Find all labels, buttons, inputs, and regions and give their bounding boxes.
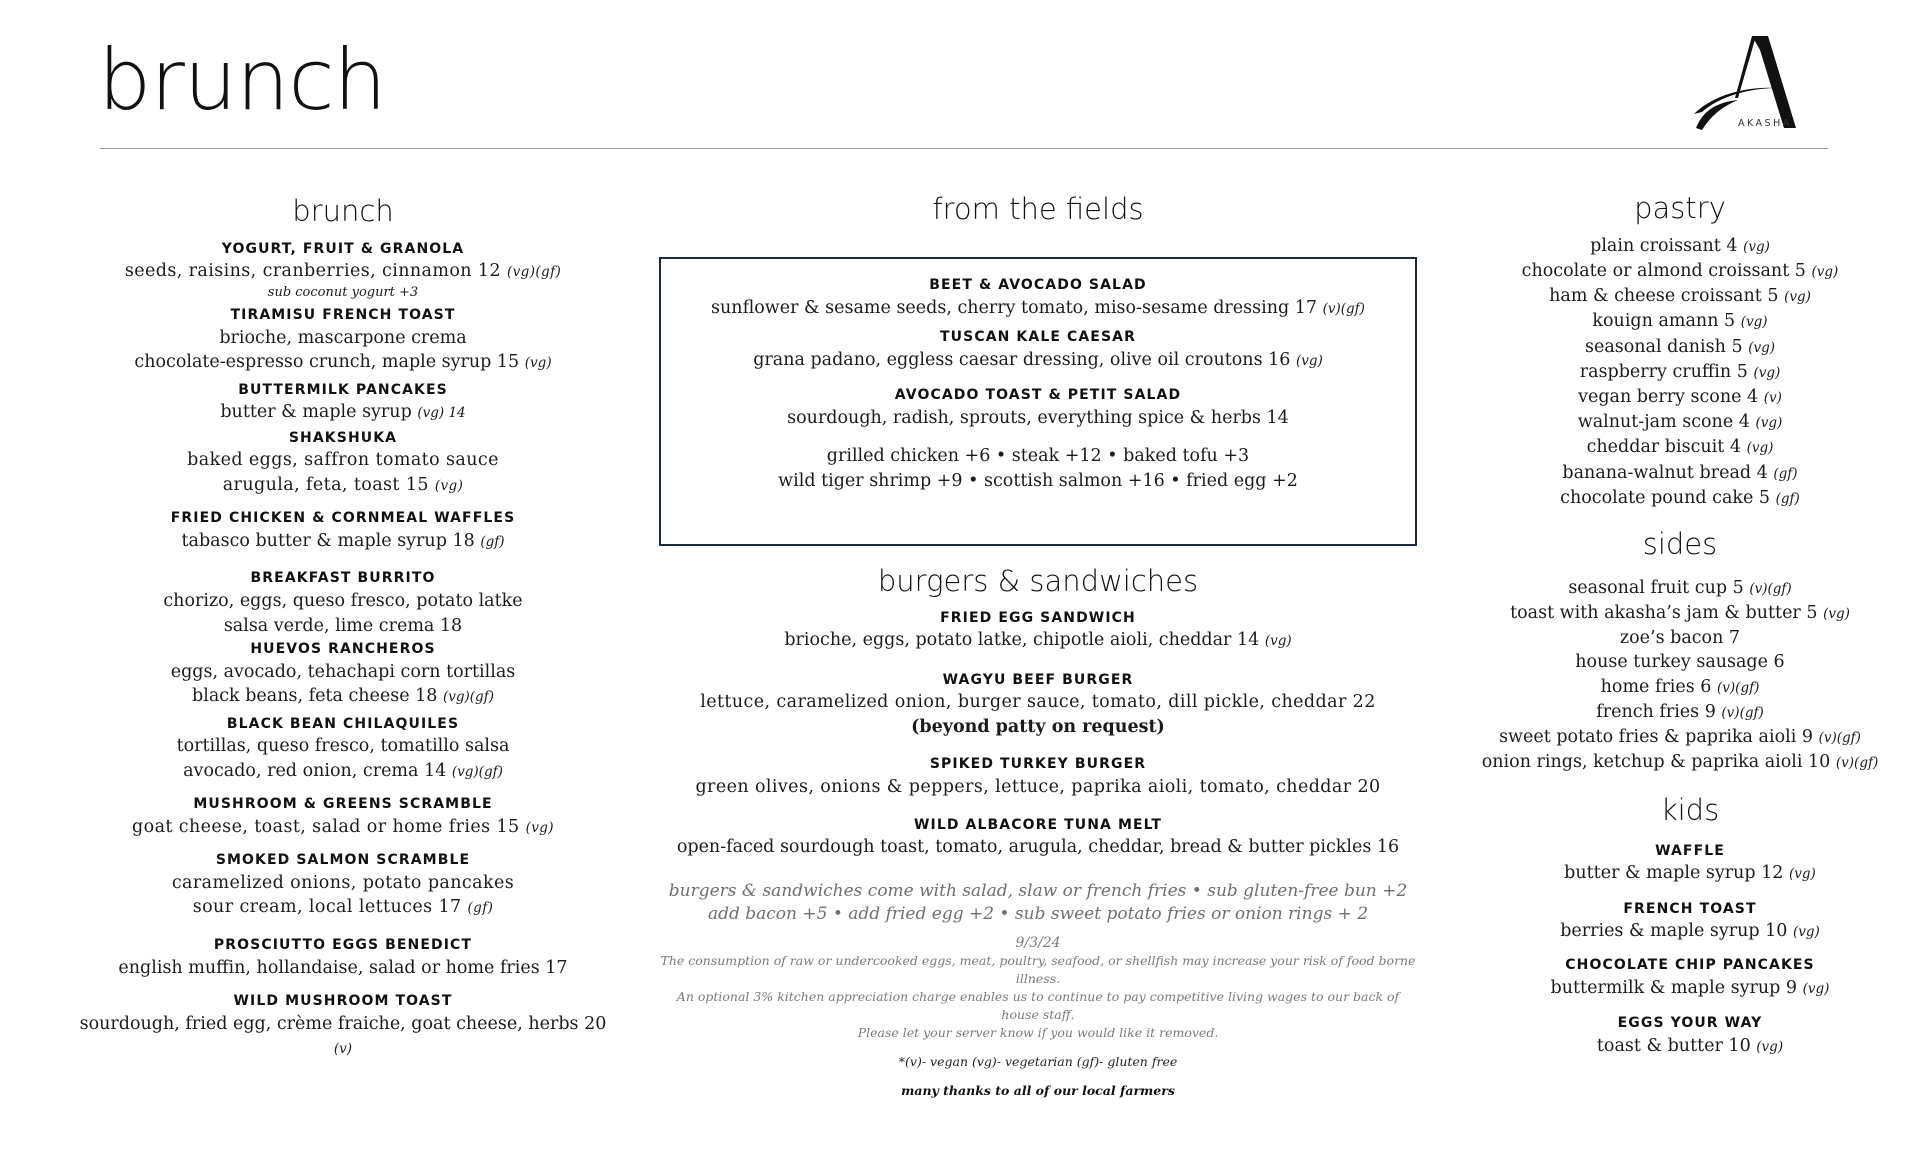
diet-tag: (vg)(gf) — [451, 763, 503, 780]
menu-date: 9/3/24 — [1015, 934, 1061, 951]
diet-tag: (vg) — [1823, 606, 1850, 622]
protein-addons — [661, 444, 1415, 493]
diet-tag: (vg) — [1746, 440, 1774, 457]
diet-tag: (vg) — [1755, 415, 1783, 432]
item-name: FRENCH TOAST — [1623, 900, 1757, 917]
item-text: raspberry cruffin 5 — [1579, 361, 1748, 382]
diet-tag: (vg) — [1748, 339, 1775, 356]
footer — [659, 934, 1417, 1098]
item-description: salsa verde, lime crema 18 — [223, 615, 463, 636]
note-line: burgers & sandwiches come with salad, slaw or french fries • sub gluten-free bun +2 — [668, 880, 1408, 901]
diet-tag: (vg) — [1789, 866, 1816, 883]
item-description: chocolate-espresso crunch, maple syrup 15 — [134, 352, 520, 373]
list-item — [1470, 234, 1890, 259]
diet-tag: (v)(gf) — [1721, 704, 1764, 721]
item-description: toast & butter 10 — [1596, 1035, 1751, 1056]
diet-tag: (vg) — [1753, 364, 1781, 381]
item-description: arugula, feta, toast 15 — [222, 474, 429, 495]
item-description: caramelized onions, potato pancakes — [171, 872, 515, 893]
sides-heading: sides — [1642, 527, 1718, 561]
diet-tag: (gf) — [480, 533, 505, 550]
menu-item — [659, 609, 1417, 653]
item-name: EGGS YOUR WAY — [1617, 1015, 1763, 1032]
item-text: home fries 6 — [1600, 676, 1712, 697]
item-name: WAGYU BEEF BURGER — [942, 671, 1134, 688]
item-name: SPIKED TURKEY BURGER — [929, 756, 1147, 773]
item-description: goat cheese, toast, salad or home fries 15 — [132, 816, 520, 837]
note-line: add bacon +5 • add fried egg +2 • sub sweet potato fries or onion rings + 2 — [707, 903, 1369, 924]
menu-item — [68, 381, 618, 425]
menu-item — [68, 429, 618, 498]
item-name: BREAKFAST BURRITO — [250, 570, 436, 587]
menu-item — [661, 276, 1415, 320]
diet-tag: (vg) — [1756, 1038, 1784, 1055]
list-item — [1470, 335, 1890, 360]
diet-tag: (gf) — [1773, 465, 1798, 482]
disclaimer-line: The consumption of raw or undercooked eggs, meat, poultry, seafood, or shellfish may increase your risk of food borne illness. — [660, 952, 1416, 986]
item-description: sunflower & sesame seeds, cherry tomato, miso-sesame dressing 17 — [711, 297, 1318, 318]
addon-line: grilled chicken +6 • steak +12 • baked tofu +3 — [826, 446, 1250, 467]
item-option: (beyond patty on request) — [911, 716, 1165, 737]
menu-item — [68, 569, 618, 638]
item-name: PROSCIUTTO EGGS BENEDICT — [213, 936, 473, 953]
item-text: seasonal fruit cup 5 — [1568, 577, 1744, 598]
item-description: black beans, feta cheese 18 — [192, 686, 438, 707]
disclaimer-line: An optional 3% kitchen appreciation charge enables us to continue to pay competitive living wages to our back of house staff. — [676, 988, 1400, 1022]
item-description: butter & maple syrup — [220, 402, 412, 423]
diet-tag: (vg) — [1811, 264, 1839, 280]
item-description: tortillas, queso fresco, tomatillo salsa — [176, 736, 510, 757]
item-text: cheddar biscuit 4 — [1586, 437, 1741, 458]
farmers-thanks: many thanks to all of our local farmers — [901, 1082, 1175, 1098]
menu-item — [68, 851, 618, 920]
addon-line: wild tiger shrimp +9 • scottish salmon +16 • fried egg +2 — [778, 470, 1298, 491]
item-description: butter & maple syrup 12 — [1564, 863, 1784, 884]
kids-column — [1480, 793, 1900, 1058]
menu-item — [68, 936, 618, 980]
diet-tag: (v)(gf) — [1835, 755, 1879, 772]
menu-item — [1480, 956, 1900, 1000]
menu-item — [1480, 1014, 1900, 1058]
item-description: baked eggs, saffron tomato sauce — [187, 450, 499, 471]
diet-tag: (vg) 14 — [417, 405, 466, 422]
item-text: house turkey sausage 6 — [1575, 652, 1785, 673]
item-name: SMOKED SALMON SCRAMBLE — [215, 852, 471, 869]
item-name: WILD MUSHROOM TOAST — [233, 993, 453, 1010]
diet-tag: (v)(gf) — [1322, 300, 1365, 317]
item-description: green olives, onions & peppers, lettuce, paprika aioli, tomato, cheddar 20 — [695, 777, 1381, 798]
diet-legend: *(v)- vegan (vg)- vegetarian (gf)- gluten free — [898, 1053, 1178, 1069]
item-name: YOGURT, FRUIT & GRANOLA — [221, 240, 465, 257]
list-item — [1470, 435, 1890, 460]
item-description: grana padano, eggless caesar dressing, olive oil croutons 16 — [753, 349, 1291, 370]
item-description: chorizo, eggs, queso fresco, potato latke — [163, 591, 523, 612]
list-item — [1470, 700, 1890, 725]
item-description: open-faced sourdough toast, tomato, arugula, cheddar, bread & butter pickles 16 — [676, 837, 1400, 858]
diet-tag: (vg) — [1295, 352, 1323, 369]
diet-tag: (gf) — [467, 900, 494, 917]
list-item — [1470, 309, 1890, 334]
diet-tag: (vg) — [1784, 289, 1811, 306]
disclaimer-line: Please let your server know if you would like it removed. — [857, 1024, 1219, 1040]
diet-tag: (v)(gf) — [1818, 730, 1861, 747]
item-text: kouign amann 5 — [1592, 311, 1736, 332]
item-description: eggs, avocado, tehachapi corn tortillas — [170, 661, 516, 682]
list-item — [1470, 486, 1890, 511]
fields-heading-wrap — [659, 192, 1417, 227]
list-item — [1470, 601, 1890, 626]
pastry-column — [1470, 191, 1890, 511]
menu-item — [659, 671, 1417, 740]
list-item — [1470, 259, 1890, 284]
item-name: WILD ALBACORE TUNA MELT — [913, 816, 1162, 833]
diet-tag: (vg) — [1740, 314, 1768, 331]
item-text: french fries 9 — [1596, 701, 1716, 722]
diet-tag: (vg) — [434, 477, 464, 494]
item-name: FRIED CHICKEN & CORNMEAL WAFFLES — [170, 510, 516, 527]
sides-column — [1470, 527, 1890, 775]
menu-item — [68, 992, 618, 1061]
item-description: brioche, mascarpone crema — [219, 327, 467, 348]
page-title: brunch — [98, 31, 386, 129]
item-text: seasonal danish 5 — [1585, 336, 1743, 357]
item-name: HUEVOS RANCHEROS — [250, 641, 436, 658]
menu-item — [659, 755, 1417, 799]
list-item — [1470, 750, 1890, 775]
list-item — [1470, 675, 1890, 700]
fields-box — [659, 257, 1417, 546]
diet-tag: (vg)(gf) — [442, 689, 494, 706]
item-description: brioche, eggs, potato latke, chipotle aioli, cheddar 14 — [784, 630, 1260, 651]
item-text: zoe’s bacon 7 — [1619, 628, 1741, 649]
kids-heading: kids — [1660, 793, 1720, 827]
item-name: TIRAMISU FRENCH TOAST — [230, 307, 456, 324]
diet-tag: (vg) — [1264, 633, 1292, 650]
item-description: sour cream, local lettuces 17 — [192, 897, 462, 918]
item-text: sweet potato fries & paprika aioli 9 — [1499, 727, 1814, 748]
item-text: banana-walnut bread 4 — [1562, 462, 1768, 483]
menu-item — [659, 816, 1417, 860]
item-name: WAFFLE — [1655, 842, 1725, 859]
item-text: walnut-jam scone 4 — [1577, 412, 1750, 433]
list-item — [1470, 626, 1890, 650]
list-item — [1470, 410, 1890, 435]
item-text: ham & cheese croissant 5 — [1549, 286, 1779, 307]
list-item — [1470, 650, 1890, 674]
list-item — [1470, 725, 1890, 750]
brunch-column — [68, 194, 618, 1061]
item-description: sourdough, radish, sprouts, everything spice & herbs 14 — [787, 407, 1289, 428]
item-text: chocolate pound cake 5 — [1560, 487, 1771, 508]
item-name: TUSCAN KALE CAESAR — [940, 329, 1136, 346]
list-item — [1470, 461, 1890, 486]
list-item — [1470, 360, 1890, 385]
list-item — [1470, 385, 1890, 410]
item-description: berries & maple syrup 10 — [1560, 921, 1788, 942]
diet-tag: (v) — [1763, 390, 1782, 407]
pastry-heading: pastry — [1634, 191, 1726, 225]
item-description: lettuce, caramelized onion, burger sauce, tomato, dill pickle, cheddar 22 — [700, 692, 1376, 713]
item-text: chocolate or almond croissant 5 — [1521, 261, 1806, 281]
menu-item — [68, 240, 618, 302]
item-name: SHAKSHUKA — [288, 429, 398, 446]
item-name: MUSHROOM & GREENS SCRAMBLE — [193, 796, 493, 813]
header-divider — [100, 148, 1828, 149]
item-description: seeds, raisins, cranberries, cinnamon 12 — [124, 261, 502, 282]
item-description: english muffin, hollandaise, salad or home fries 17 — [118, 957, 568, 978]
diet-tag: (vg)(gf) — [506, 264, 562, 281]
menu-item — [661, 386, 1415, 430]
menu-item — [68, 640, 618, 709]
menu-item — [1480, 900, 1900, 944]
diet-tag: (vg) — [524, 355, 552, 372]
menu-item — [68, 509, 618, 553]
logo-wordmark: AKASHA — [1738, 118, 1792, 129]
item-name: BLACK BEAN CHILAQUILES — [226, 715, 460, 732]
item-description: avocado, red onion, crema 14 — [183, 760, 447, 781]
diet-tag: (v)(gf) — [1717, 679, 1760, 696]
diet-tag: (v)(gf) — [1749, 580, 1792, 597]
item-name: FRIED EGG SANDWICH — [940, 609, 1136, 626]
menu-item — [1480, 842, 1900, 886]
list-item — [1470, 284, 1890, 309]
menu-item — [68, 306, 618, 375]
diet-tag: (vg) — [525, 819, 554, 836]
brunch-heading: brunch — [292, 194, 394, 228]
item-name: AVOCADO TOAST & PETIT SALAD — [894, 387, 1182, 404]
burgers-column — [659, 564, 1417, 1098]
item-name: BUTTERMILK PANCAKES — [238, 381, 448, 398]
burgers-heading: burgers & sandwiches — [877, 564, 1199, 598]
burgers-notes — [659, 880, 1417, 926]
diet-tag: (gf) — [1775, 490, 1800, 507]
item-name: BEET & AVOCADO SALAD — [929, 277, 1147, 293]
item-text: vegan berry scone 4 — [1578, 387, 1759, 408]
diet-tag: (vg) — [1792, 924, 1820, 941]
item-text: plain croissant 4 — [1590, 235, 1738, 256]
item-description: sourdough, fried egg, crème fraiche, goat cheese, herbs 20 — [79, 1013, 607, 1034]
item-text: onion rings, ketchup & paprika aioli 10 — [1481, 752, 1831, 773]
item-description: tabasco butter & maple syrup 18 — [181, 530, 475, 551]
diet-tag: (v) — [333, 1041, 353, 1058]
item-name: CHOCOLATE CHIP PANCAKES — [1565, 956, 1815, 973]
item-substitution: sub coconut yogurt +3 — [267, 284, 419, 300]
list-item — [1470, 576, 1890, 601]
menu-item — [68, 715, 618, 784]
menu-item — [68, 795, 618, 839]
item-text: toast with akasha’s jam & butter 5 — [1510, 603, 1818, 623]
diet-tag: (vg) — [1743, 238, 1770, 255]
menu-item — [661, 328, 1415, 372]
fields-heading: from the fields — [932, 192, 1144, 226]
item-description: buttermilk & maple syrup 9 — [1550, 977, 1798, 998]
diet-tag: (vg) — [1802, 980, 1830, 997]
